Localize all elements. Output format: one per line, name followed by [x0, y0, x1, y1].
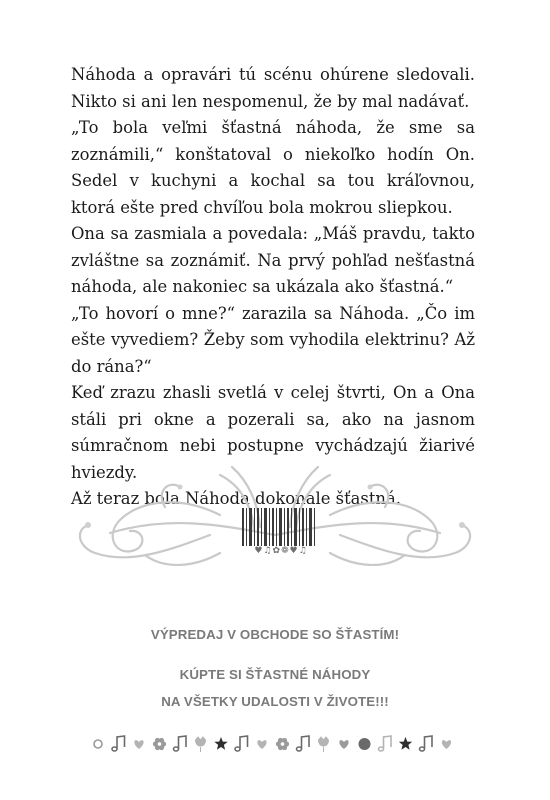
- heart-icon: [134, 740, 143, 749]
- barcode-bars: [238, 508, 320, 548]
- note-icon: [297, 736, 310, 751]
- promo-line-1: VÝPREDAJ V OBCHODE SO ŠŤASTÍM!: [150, 627, 400, 642]
- story-text: [71, 62, 475, 513]
- note-icon: [379, 736, 392, 751]
- star-icon: [399, 737, 412, 750]
- note-icon: [420, 736, 433, 751]
- note-icon: [112, 736, 125, 751]
- smile-icon: [359, 738, 371, 750]
- flower-icon: [276, 738, 289, 750]
- paragraph: „To bola veľmi šťastná náhoda, že sme sa zoznámili,“ konštatoval o niekoľko hodín On. Sedel v kuchyni a kochal sa tou kráľovnou, ktorá ešte pred chvíľou bola mokrou sliepkou.: [71, 118, 475, 217]
- tulip-icon: [319, 737, 329, 752]
- paragraph: Keď zrazu zhasli svetlá v celej štvrti, On a Ona stáli pri okne a pozerali sa, ako na jasnom súmračnom nebi postupne vychádzajú žiarivé hviezdy.: [71, 383, 475, 482]
- footer-icon-row: [90, 732, 460, 756]
- heart-icon: [257, 740, 266, 749]
- promo-line-2: KÚPTE SI ŠŤASTNÉ NÁHODY: [179, 667, 371, 682]
- star-icon: [214, 737, 227, 750]
- barcode-icon-strip: ♥♫✿❁♥♫: [254, 546, 308, 556]
- flower-icon: [153, 738, 166, 750]
- note-icon: [174, 736, 187, 751]
- paragraph: Náhoda a opravári tú scénu ohúrene sledovali. Nikto si ani len nespomenul, že by mal nadávať.: [71, 65, 475, 111]
- heart-icon: [339, 740, 348, 749]
- paragraph: „To hovorí o mne?“ zarazila sa Náhoda. „Čo im ešte vyvediem? Žeby som vyhodila elektrinu? Až do rána?“: [71, 303, 475, 376]
- note-icon: [235, 736, 248, 751]
- promo-line-3: NA VŠETKY UDALOSTI V ŽIVOTE!!!: [161, 694, 389, 709]
- paragraph: Až teraz bola Náhoda dokonale šťastná.: [71, 489, 401, 508]
- tulip-icon: [196, 737, 206, 752]
- footer-icons-svg: [90, 732, 460, 756]
- paragraph: Ona sa zasmiala a povedala: „Máš pravdu, takto zvláštne sa zoznámiť. Na prvý pohľad nešťastná náhoda, ale nakoniec sa ukázala ako šťastná.“: [71, 224, 475, 296]
- heart-icon: [442, 740, 451, 749]
- ring-icon: [94, 740, 102, 748]
